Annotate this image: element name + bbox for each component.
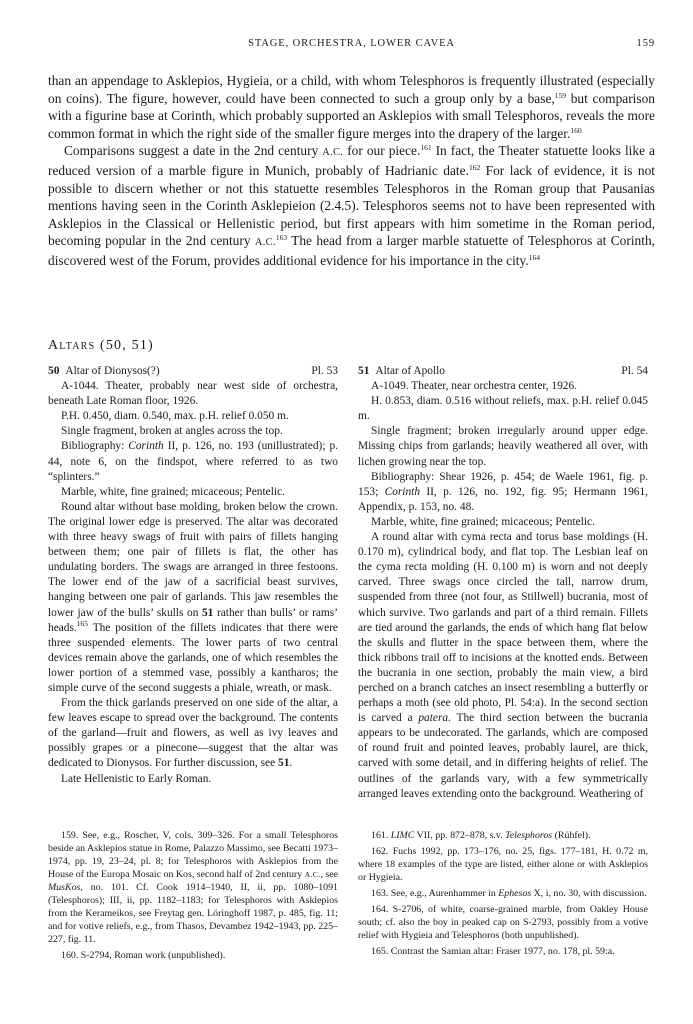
entry51-dimensions: H. 0.853, diam. 0.516 without reliefs, max. p.H. relief 0.045 m. <box>358 395 648 423</box>
footnote-163 <box>358 887 648 900</box>
text-run: In fact, the Theater statuette looks like a reduced version of a marble figure in Munich, probably of Hadrianic date. <box>48 143 655 178</box>
text-run: but comparison with a figurine base at Corinth, which probably supported an Asklepios with small Telesphoros, reveals the more common format in which the right side of the smaller figure merges into the drapery of the larger. <box>48 90 656 141</box>
column-right <box>358 364 648 802</box>
italic-run: patera. <box>418 712 451 725</box>
text-run: Round altar without base molding, broken below the crown. The original lower edge is preserved. The altar was decorated with three heavy swags of fruit with pairs of fillets hanging between them; one pair of fillets is flat, the other has undulating borders. The swags are arranged in three festoons. The lower end of the jaw of a sacrificial beast survives, hanging between one pair of garlands. This jaw resembles the lower jaw of the bulls’ skulls on <box>48 500 338 619</box>
section-numbers: (50, 51) <box>99 338 154 353</box>
catalog-entry-50-heading <box>48 364 338 379</box>
text-run: The position of the fillets indicates that there were three suspended elements. The lower parts of two central devices remain above the garlands, one of which resembles the lower portion of a stemmed vase, possibly a kantharos; the simple curve of the second suggests a phiale, wreath, or mask. <box>48 621 338 694</box>
era-label: A.C. <box>254 237 276 249</box>
catalog-title: Altar of Apollo <box>375 365 445 377</box>
entry51-material: Marble, white, fine grained; micaceous; Pentelic. <box>371 515 595 528</box>
text-run: 161. <box>371 830 391 841</box>
italic-run: LIMC <box>390 830 415 841</box>
text-run: II, p. 126, no. 193 (unillustrated); p. 44, note 6, on the findspot, where referred to as two “splinters.” <box>48 440 339 483</box>
text-run: Bibliography: Shear 1926, p. 454; de Waele 1961, fig. p. 153; <box>358 470 648 498</box>
entry50-inventory: A-1044. Theater, probably near west side of orchestra, beneath Late Roman floor, 1926. <box>48 380 338 408</box>
footnote-ref-162[interactable]: 162 <box>468 162 481 172</box>
intro-text <box>48 72 655 270</box>
footnote-ref-163[interactable]: 163 <box>275 233 288 243</box>
text-run: no. 101. Cf. Cook 1914–1940, II, ii, pp. 1080–1091 (Telesphoros); III, ii, pp. 1182–1183; for Telesphoros with Asklepios from the Kerameikos, see Freytag gen. Löringhoff 1987, p. 485, fig. 11; and for votive reliefs, e.g., from Thasos, Devambez 1942–1943, pp. 225–227, fig. 11. <box>48 882 338 945</box>
section-heading <box>48 338 154 354</box>
footnote-164: 164. S-2706, of white, coarse-grained marble, from Oakley House south; cf. also the boy in peaked cap on S-2793, possibly from a votive relief with Hygieia and Telesphoros (both unpublished). <box>358 904 648 941</box>
footnote-165: 165. Contrast the Samian altar: Fraser 1977, no. 178, pl. 59:a. <box>371 946 615 957</box>
text-run: 159. See, e.g., Roscher, V, cols. 309–326. For a small Telesphoros beside an Asklepios statue in Rome, Palazzo Massimo, see Becatti 1973–1974, pp. 19, 23–24, pl. 8; for Telesphoros with Asklepios from the House of the Europa Mosaic on Kos, second half of 2nd century <box>48 830 338 880</box>
entry50-material: Marble, white, fine grained; micaceous; Pentelic. <box>61 485 285 498</box>
text-run: . <box>289 757 293 770</box>
entry50-dimensions: P.H. 0.450, diam. 0.540, max. p.H. relief 0.050 m. <box>61 410 289 423</box>
italic-run: Corinth <box>384 485 421 498</box>
footnote-ref-159[interactable]: 159 <box>554 90 566 100</box>
text-run: From the thick garlands preserved on one side of the altar, a few leaves escape to spread over the background. The contents of the garland—fruit and flowers, as well as ivy leaves and possibly grapes or a pinecone—suggest that the altar was dedicated to Dionysos. For further discussion, see <box>48 697 338 770</box>
text-run: For lack of evidence, it is not possible to discern whether or not this statuette resembles Telesphoros in the Roman group that Pausanias mentions having seen in the Corinth Asklepieion (2.4.5). Telesphoros seems not to have been represented with Asklepios in the Classical or Hellenistic period, but first appears with him sometime in the Roman period, becoming popular in the 2nd century <box>48 162 656 249</box>
page-number: 159 <box>636 38 655 49</box>
catalog-cross-ref[interactable]: 51 <box>278 757 290 770</box>
footnotes-left <box>48 829 338 962</box>
text-run: for our piece. <box>343 143 421 159</box>
italic-run: Telesphoros <box>505 830 553 841</box>
footnote-160: 160. S-2794, Roman work (unpublished). <box>61 950 226 961</box>
entry51-inventory: A-1049. Theater, near orchestra center, 1926. <box>371 380 578 393</box>
text-run: II, p. 126, no. 192, fig. 95; Hermann 1961, Appendix, p. 153, no. 48. <box>358 485 648 513</box>
section-title: Altars <box>48 338 96 353</box>
plate-ref[interactable]: Pl. 54 <box>621 365 648 377</box>
plate-ref[interactable]: Pl. 53 <box>311 365 338 377</box>
text-run: than an appendage to Asklepios, Hygieia, or a child, with whom Telesphoros is frequently illustrated (especially on coins). The figure, however, could have been connected to such a group only by a base, <box>48 73 655 106</box>
entry50-discussion <box>48 696 338 771</box>
footnote-ref-160[interactable]: 160 <box>570 125 582 135</box>
italic-run: Ephesos <box>498 888 532 899</box>
text-run: X, i, no. 30, with discussion. <box>531 888 647 899</box>
column-left <box>48 364 338 787</box>
entry50-description <box>48 500 338 696</box>
italic-run: MusKos, <box>48 882 83 893</box>
text-run: VII, pp. 872–878, s.v. <box>414 830 506 841</box>
text-run: Bibliography: <box>61 440 129 453</box>
entry50-date: Late Hellenistic to Early Roman. <box>61 772 212 785</box>
entry50-bibliography <box>48 439 338 484</box>
intro-paragraph-1 <box>48 72 655 142</box>
entry50-condition: Single fragment, broken at angles across the top. <box>61 425 283 438</box>
era-label: A.C. <box>322 147 344 159</box>
intro-paragraph-2 <box>48 142 655 269</box>
text-run: rather than bulls’ or rams’ heads. <box>48 606 339 634</box>
text-run: , see <box>320 869 339 880</box>
text-run: The head from a larger marble statuette of Telesphoros at Corinth, discovered west of the Forum, provides additional evidence for his importance in the city. <box>48 233 655 268</box>
running-title: STAGE, ORCHESTRA, LOWER CAVEA <box>248 38 455 49</box>
era-label: A.C. <box>304 870 321 879</box>
text-run: 163. See, e.g., Aurenhammer in <box>371 888 499 899</box>
footnote-161 <box>358 829 648 842</box>
entry51-description <box>358 530 648 802</box>
footnote-ref-165[interactable]: 165 <box>76 618 89 628</box>
text-run: The third section between the bucrania appears to be undecorated. The garlands, which are composed of round fruit and pointed leaves, probably laurel, are thick, carved with some detail, and in differing heights of relief. The outlines of the garlands vary, with a few symmetrically arranged leaves extending onto the background. Weathering of <box>358 712 648 800</box>
entry51-bibliography <box>358 470 648 515</box>
catalog-title: Altar of Dionysos(?) <box>65 365 160 377</box>
footnote-159 <box>48 829 338 946</box>
catalog-number: 51 <box>358 365 370 377</box>
italic-run: Corinth <box>128 440 164 453</box>
footnote-ref-161[interactable]: 161 <box>420 143 432 153</box>
footnote-ref-164[interactable]: 164 <box>528 252 540 262</box>
catalog-entry-51-heading <box>358 364 648 379</box>
catalog-number: 50 <box>48 365 60 377</box>
text-run: A round altar with cyma recta and torus base moldings (H. 0.170 m), cylindrical body, and flat top. The Lesbian leaf on the cyma recta molding (H. 0.100 m) is worn and not deeply carved. Three swags once circled the tall, narrow drum, suspended from three (not four, as Stillwell) bucrania, most of which survive. Two garlands and part of a third remain. Fillets are tied around the garlands, the ends of which hang flat below the skulls and flutter in the space between them, where the thick ribbons trail off to incisions at the knotted ends. Between the bucrania in one section, probably the main view, a bird perched on a branch catches an insect resembling a butterfly or perhaps a moth (see old photo, Pl. 54:a). In the second section is carved a <box>358 531 648 725</box>
footnotes-right <box>358 829 648 958</box>
catalog-cross-ref[interactable]: 51 <box>201 606 214 619</box>
text-run: (Rühfel). <box>552 830 591 841</box>
footnote-162: 162. Fuchs 1992, pp. 173–176, no. 25, figs. 177–181, H. 0.72 m, where 18 examples of the type are listed, either alone or with Asklepios or Hygieia. <box>358 846 648 883</box>
running-header <box>48 38 655 54</box>
entry51-condition: Single fragment; broken irregularly around upper edge. Missing chips from garlands; heavily weathered all over, with lichen growing near the top. <box>358 425 648 468</box>
text-run: Comparisons suggest a date in the 2nd century <box>64 143 323 159</box>
